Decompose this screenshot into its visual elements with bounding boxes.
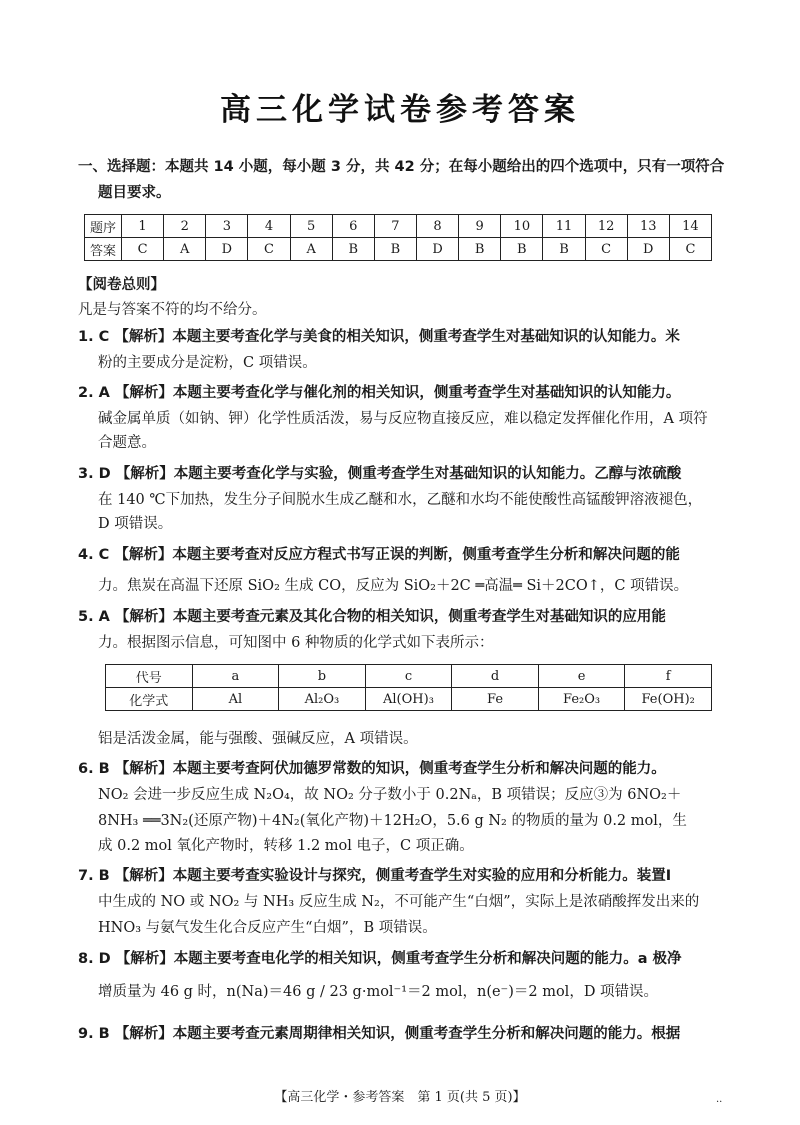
compound-formula-cell: Al(OH)₃ bbox=[365, 688, 452, 711]
answer-cell: C bbox=[669, 238, 711, 261]
answer-cell: C bbox=[248, 238, 290, 261]
compound-formula-cell: Fe₂O₃ bbox=[538, 688, 625, 711]
answer-cell: D bbox=[206, 238, 248, 261]
compound-table-formula-row bbox=[106, 688, 712, 711]
item-6-line-1: 6. B 【解析】本题主要考查阿伏加德罗常数的知识，侧重考查学生分析和解决问题的能力。 bbox=[78, 761, 666, 777]
item-6-line-4: 成 0.2 mol 氧化产物时，转移 1.2 mol 电子，C 项正确。 bbox=[98, 838, 474, 854]
question-number-cell: 6 bbox=[332, 215, 374, 238]
answer-cell: C bbox=[585, 238, 627, 261]
item-6-line-3: 8NH₃ ══3N₂(还原产物)＋4N₂(氧化产物)＋12H₂O，5.6 g N₂ 的物质的量为 0.2 mol，生 bbox=[98, 813, 687, 829]
answer-cell: B bbox=[374, 238, 416, 261]
section-heading-line-1: 一、选择题：本题共 14 小题，每小题 3 分，共 42 分；在每小题给出的四个选项中，只有一项符合 bbox=[78, 159, 725, 175]
compound-code-cell: a bbox=[192, 665, 279, 688]
compound-formula-cell: Fe(OH)₂ bbox=[625, 688, 712, 711]
item-3-line-3: D 项错误。 bbox=[98, 516, 173, 532]
item-5-line-2: 力。根据图示信息，可知图中 6 种物质的化学式如下表所示： bbox=[98, 635, 494, 651]
compound-code-cell: d bbox=[452, 665, 539, 688]
question-number-cell: 3 bbox=[206, 215, 248, 238]
answer-cell: B bbox=[332, 238, 374, 261]
rules-heading: 【阅卷总则】 bbox=[78, 277, 165, 293]
answer-cell: A bbox=[164, 238, 206, 261]
question-number-cell: 9 bbox=[459, 215, 501, 238]
page-title: 高三化学试卷参考答案 bbox=[220, 92, 580, 128]
item-7-line-3: HNO₃ 与氨气发生化合反应产生“白烟”，B 项错误。 bbox=[98, 920, 437, 936]
item-1-line-2: 粉的主要成分是淀粉，C 项错误。 bbox=[98, 355, 317, 371]
item-2-line-2: 碱金属单质（如钠、钾）化学性质活泼，易与反应物直接反应，难以稳定发挥催化作用，A 项符 bbox=[98, 411, 708, 427]
compound-code-cell: b bbox=[279, 665, 366, 688]
question-number-cell: 11 bbox=[543, 215, 585, 238]
answer-table-header: 答案 bbox=[85, 238, 122, 261]
item-7-line-2: 中生成的 NO 或 NO₂ 与 NH₃ 反应生成 N₂，不可能产生“白烟”，实际上是浓硝酸挥发出来的 bbox=[98, 894, 700, 910]
compound-formula-cell: Fe bbox=[452, 688, 539, 711]
compound-code-cell: e bbox=[538, 665, 625, 688]
item-3-line-1: 3. D 【解析】本题主要考查化学与实验，侧重考查学生对基础知识的认知能力。乙醇与浓硫酸 bbox=[78, 466, 682, 482]
question-number-cell: 5 bbox=[290, 215, 332, 238]
compound-table-header-row bbox=[106, 665, 712, 688]
answer-table-answer-row bbox=[85, 238, 712, 261]
item-4-line-1: 4. C 【解析】本题主要考查对反应方程式书写正误的判断，侧重考查学生分析和解决问题的能 bbox=[78, 547, 680, 563]
question-number-cell: 1 bbox=[122, 215, 164, 238]
answer-cell: D bbox=[416, 238, 458, 261]
question-number-cell: 13 bbox=[627, 215, 669, 238]
compound-table bbox=[105, 664, 712, 711]
compound-code-cell: c bbox=[365, 665, 452, 688]
answer-cell: A bbox=[290, 238, 332, 261]
item-2-line-3: 合题意。 bbox=[98, 435, 156, 451]
answer-cell: B bbox=[543, 238, 585, 261]
item-6-line-2: NO₂ 会进一步反应生成 N₂O₄，故 NO₂ 分子数小于 0.2Nₐ，B 项错误；反应③为 6NO₂＋ bbox=[98, 787, 682, 803]
rules-text: 凡是与答案不符的均不给分。 bbox=[78, 302, 267, 318]
compound-code-cell: 代号 bbox=[106, 665, 193, 688]
item-8-line-2: 增质量为 46 g 时，n(Na)＝46 g / 23 g·mol⁻¹＝2 mol，n(e⁻)＝2 mol，D 项错误。 bbox=[98, 984, 659, 1000]
compound-formula-cell: Al bbox=[192, 688, 279, 711]
item-7-line-1: 7. B 【解析】本题主要考查实验设计与探究，侧重考查学生对实验的应用和分析能力。装置Ⅰ bbox=[78, 868, 672, 884]
answer-cell: C bbox=[122, 238, 164, 261]
answer-cell: B bbox=[459, 238, 501, 261]
item-1-line-1: 1. C 【解析】本题主要考查化学与美食的相关知识，侧重考查学生对基础知识的认知能力。米 bbox=[78, 329, 680, 345]
question-number-cell: 7 bbox=[374, 215, 416, 238]
answer-table-header: 题序 bbox=[85, 215, 122, 238]
section-heading-line-2: 题目要求。 bbox=[98, 185, 171, 201]
item-8-line-1: 8. D 【解析】本题主要考查电化学的相关知识，侧重考查学生分析和解决问题的能力。a 极净 bbox=[78, 951, 682, 967]
question-number-cell: 10 bbox=[501, 215, 543, 238]
page-footer: 【高三化学・参考答案 第 1 页(共 5 页)】 bbox=[274, 1090, 526, 1105]
question-number-cell: 12 bbox=[585, 215, 627, 238]
answer-table-number-row bbox=[85, 215, 712, 238]
item-2-line-1: 2. A 【解析】本题主要考查化学与催化剂的相关知识，侧重考查学生对基础知识的认知能力。 bbox=[78, 385, 681, 401]
compound-formula-cell: 化学式 bbox=[106, 688, 193, 711]
answer-cell: D bbox=[627, 238, 669, 261]
answer-cell: B bbox=[501, 238, 543, 261]
question-number-cell: 2 bbox=[164, 215, 206, 238]
answer-table bbox=[84, 214, 712, 261]
question-number-cell: 14 bbox=[669, 215, 711, 238]
item-5-line-1: 5. A 【解析】本题主要考查元素及其化合物的相关知识，侧重考查学生对基础知识的应用能 bbox=[78, 609, 666, 625]
question-number-cell: 8 bbox=[416, 215, 458, 238]
item-9-line-1: 9. B 【解析】本题主要考查元素周期律相关知识，侧重考查学生分析和解决问题的能力。根据 bbox=[78, 1026, 681, 1042]
item-3-line-2: 在 140 ℃下加热，发生分子间脱水生成乙醚和水，乙醚和水均不能使酸性高锰酸钾溶液褪色， bbox=[98, 492, 703, 508]
compound-formula-cell: Al₂O₃ bbox=[279, 688, 366, 711]
compound-code-cell: f bbox=[625, 665, 712, 688]
item-4-line-2: 力。焦炭在高温下还原 SiO₂ 生成 CO，反应为 SiO₂＋2C ═高温═ Si＋2CO↑，C 项错误。 bbox=[98, 578, 689, 594]
question-number-cell: 4 bbox=[248, 215, 290, 238]
item-5-line-3: 铝是活泼金属，能与强酸、强碱反应，A 项错误。 bbox=[98, 731, 418, 747]
corner-mark: .. bbox=[716, 1094, 723, 1105]
